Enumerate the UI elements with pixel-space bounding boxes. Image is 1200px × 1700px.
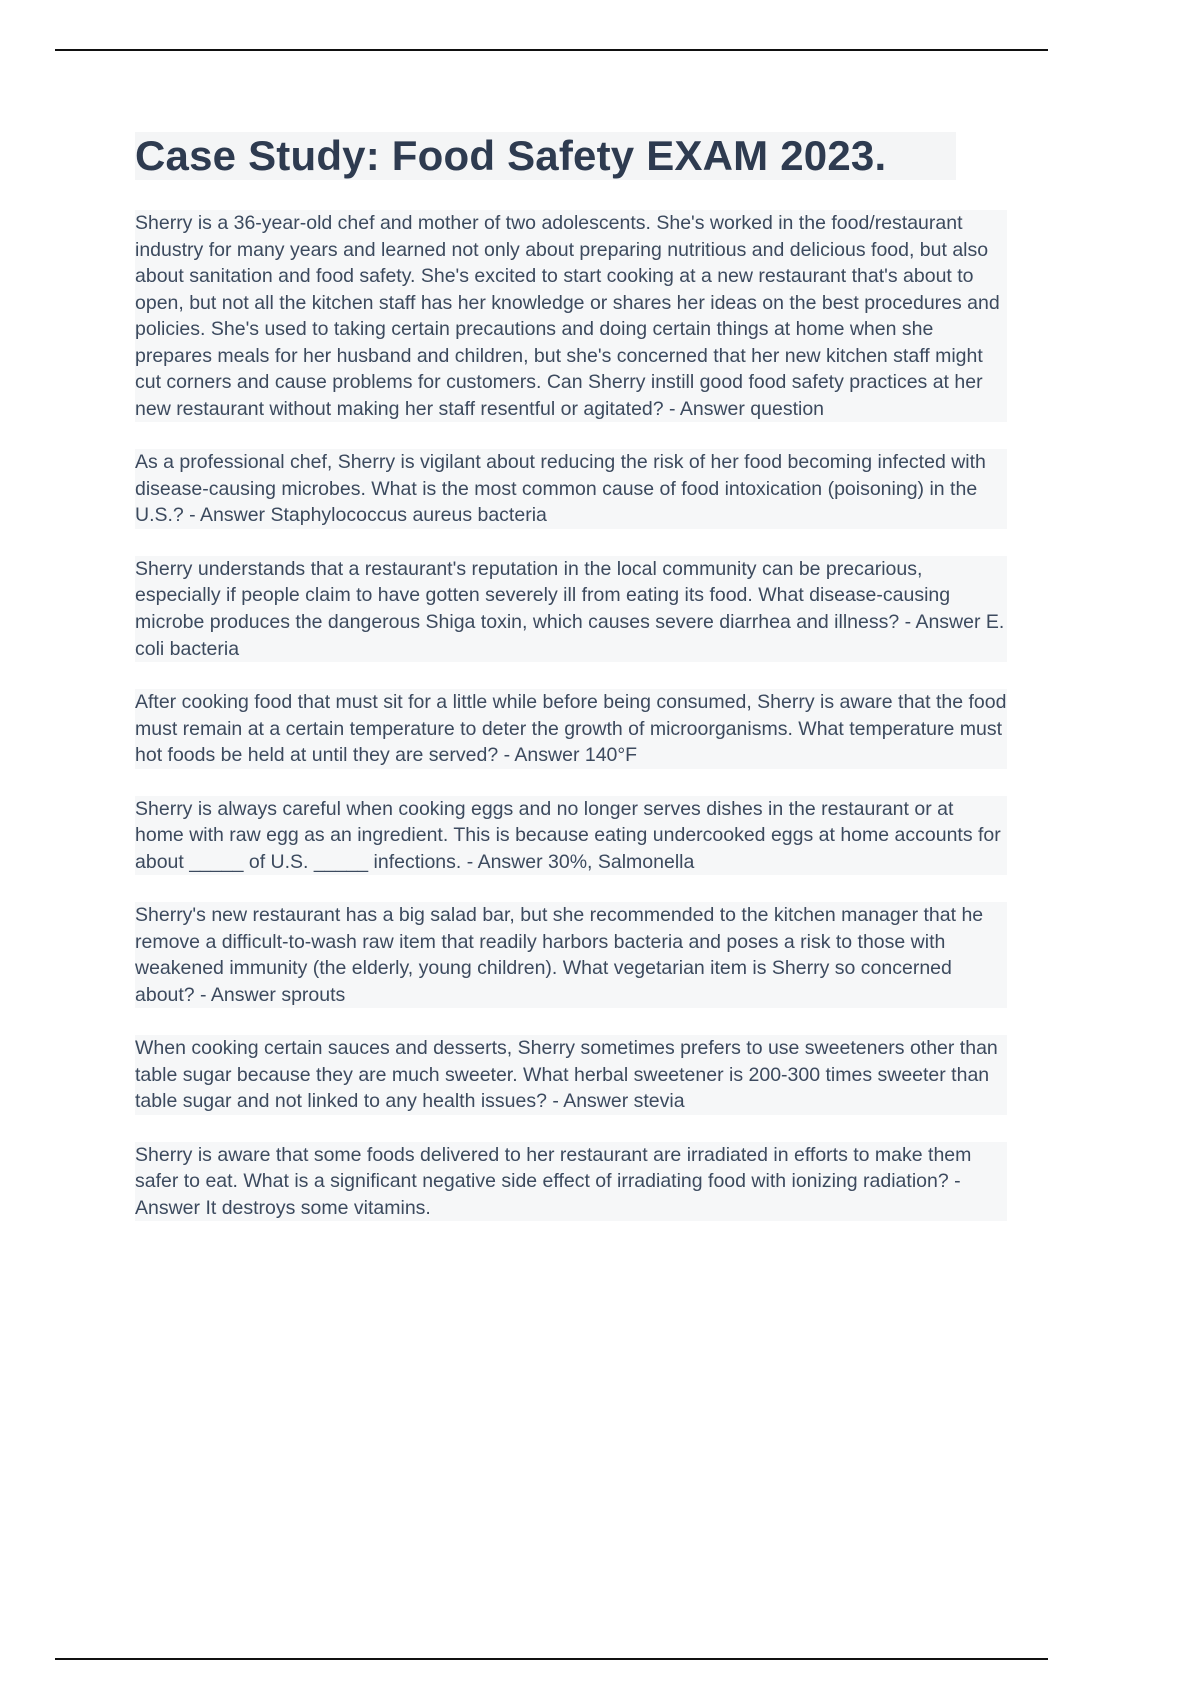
question-paragraph-3: After cooking food that must sit for a little while before being consumed, Sherry is aware that the food must remain at a certain temperature to deter the growth of microorganisms. What temperature must hot foods be held at until they are served? - Answer 140°F [135,689,1007,769]
question-paragraph-5: Sherry's new restaurant has a big salad bar, but she recommended to the kitchen manager that he remove a difficult-to-wash raw item that readily harbors bacteria and poses a risk to those with weakened immunity (the elderly, young children). What vegetarian item is Sherry so concerned about? - Answer sprouts [135,902,1007,1008]
question-paragraph-4: Sherry is always careful when cooking eggs and no longer serves dishes in the restaurant or at home with raw egg as an ingredient. This is because eating undercooked eggs at home accounts for about _____ of U.S. _____ infections. - Answer 30%, Salmonella [135,796,1007,876]
question-paragraph-7: Sherry is aware that some foods delivered to her restaurant are irradiated in efforts to make them safer to eat. What is a significant negative side effect of irradiating food with ionizing radiation? - Answer It destroys some vitamins. [135,1142,1007,1222]
document-content [135,132,1007,1248]
case-intro-paragraph: Sherry is a 36-year-old chef and mother of two adolescents. She's worked in the food/restaurant industry for many years and learned not only about preparing nutritious and delicious food, but also about sanitation and food safety. She's excited to start cooking at a new restaurant that's about to open, but not all the kitchen staff has her knowledge or shares her ideas on the best procedures and policies. She's used to taking certain precautions and doing certain things at home when she prepares meals for her husband and children, but she's concerned that her new kitchen staff might cut corners and cause problems for customers. Can Sherry instill good food safety practices at her new restaurant without making her staff resentful or agitated? - Answer question [135,210,1007,422]
question-paragraph-2: Sherry understands that a restaurant's reputation in the local community can be precarious, especially if people claim to have gotten severely ill from eating its food. What disease-causing microbe produces the dangerous Shiga toxin, which causes severe diarrhea and illness? - Answer E. coli bacteria [135,556,1007,662]
question-paragraph-1: As a professional chef, Sherry is vigilant about reducing the risk of her food becoming infected with disease-causing microbes. What is the most common cause of food intoxication (poisoning) in the U.S.? - Answer Staphylococcus aureus bacteria [135,449,1007,529]
bottom-divider [55,1658,1048,1660]
top-divider [55,49,1048,51]
page-title: Case Study: Food Safety EXAM 2023. [135,132,956,180]
question-paragraph-6: When cooking certain sauces and desserts, Sherry sometimes prefers to use sweeteners other than table sugar because they are much sweeter. What herbal sweetener is 200-300 times sweeter than table sugar and not linked to any health issues? - Answer stevia [135,1035,1007,1115]
